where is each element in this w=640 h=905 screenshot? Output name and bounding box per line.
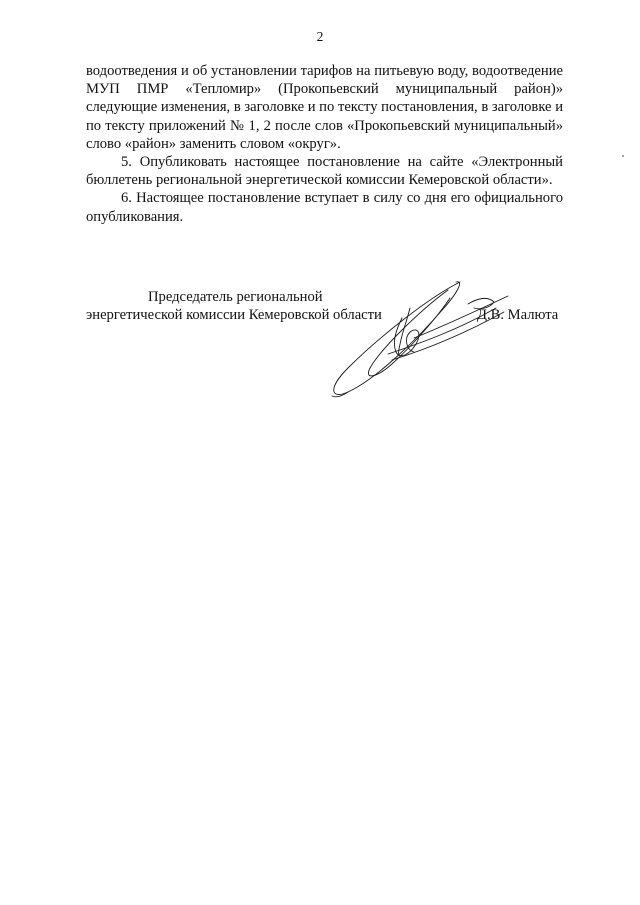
paragraph-continuation: водоотведения и об установлении тарифов на питьевую воду, водоотведение МУП ПМР «Тепломир» (Прокопьевский муниципальный район)» следующие изменения, в заголовке и по тексту постановления, в заголовке и по тексту приложений № 1, 2 после слов «Прокопьевский муниципальный» слово «район» заменить словом «округ». bbox=[86, 63, 563, 152]
signatory-title-line-1: Председатель региональной bbox=[148, 289, 323, 305]
page-number: 2 bbox=[316, 29, 324, 44]
paragraph-item-5: 5. Опубликовать настоящее постановление на сайте «Электронный бюллетень региональной энергетической комиссии Кемеровской области». bbox=[86, 154, 563, 189]
paragraph-item-6: 6. Настоящее постановление вступает в силу со дня его официального опубликования. bbox=[86, 190, 563, 225]
document-body bbox=[86, 62, 563, 226]
signatory-title-line-2: энергетической комиссии Кемеровской области bbox=[86, 307, 382, 323]
margin-speck bbox=[622, 155, 624, 157]
signatory-name: Д.В. Малюта bbox=[477, 307, 559, 323]
handwritten-signature bbox=[318, 268, 518, 408]
